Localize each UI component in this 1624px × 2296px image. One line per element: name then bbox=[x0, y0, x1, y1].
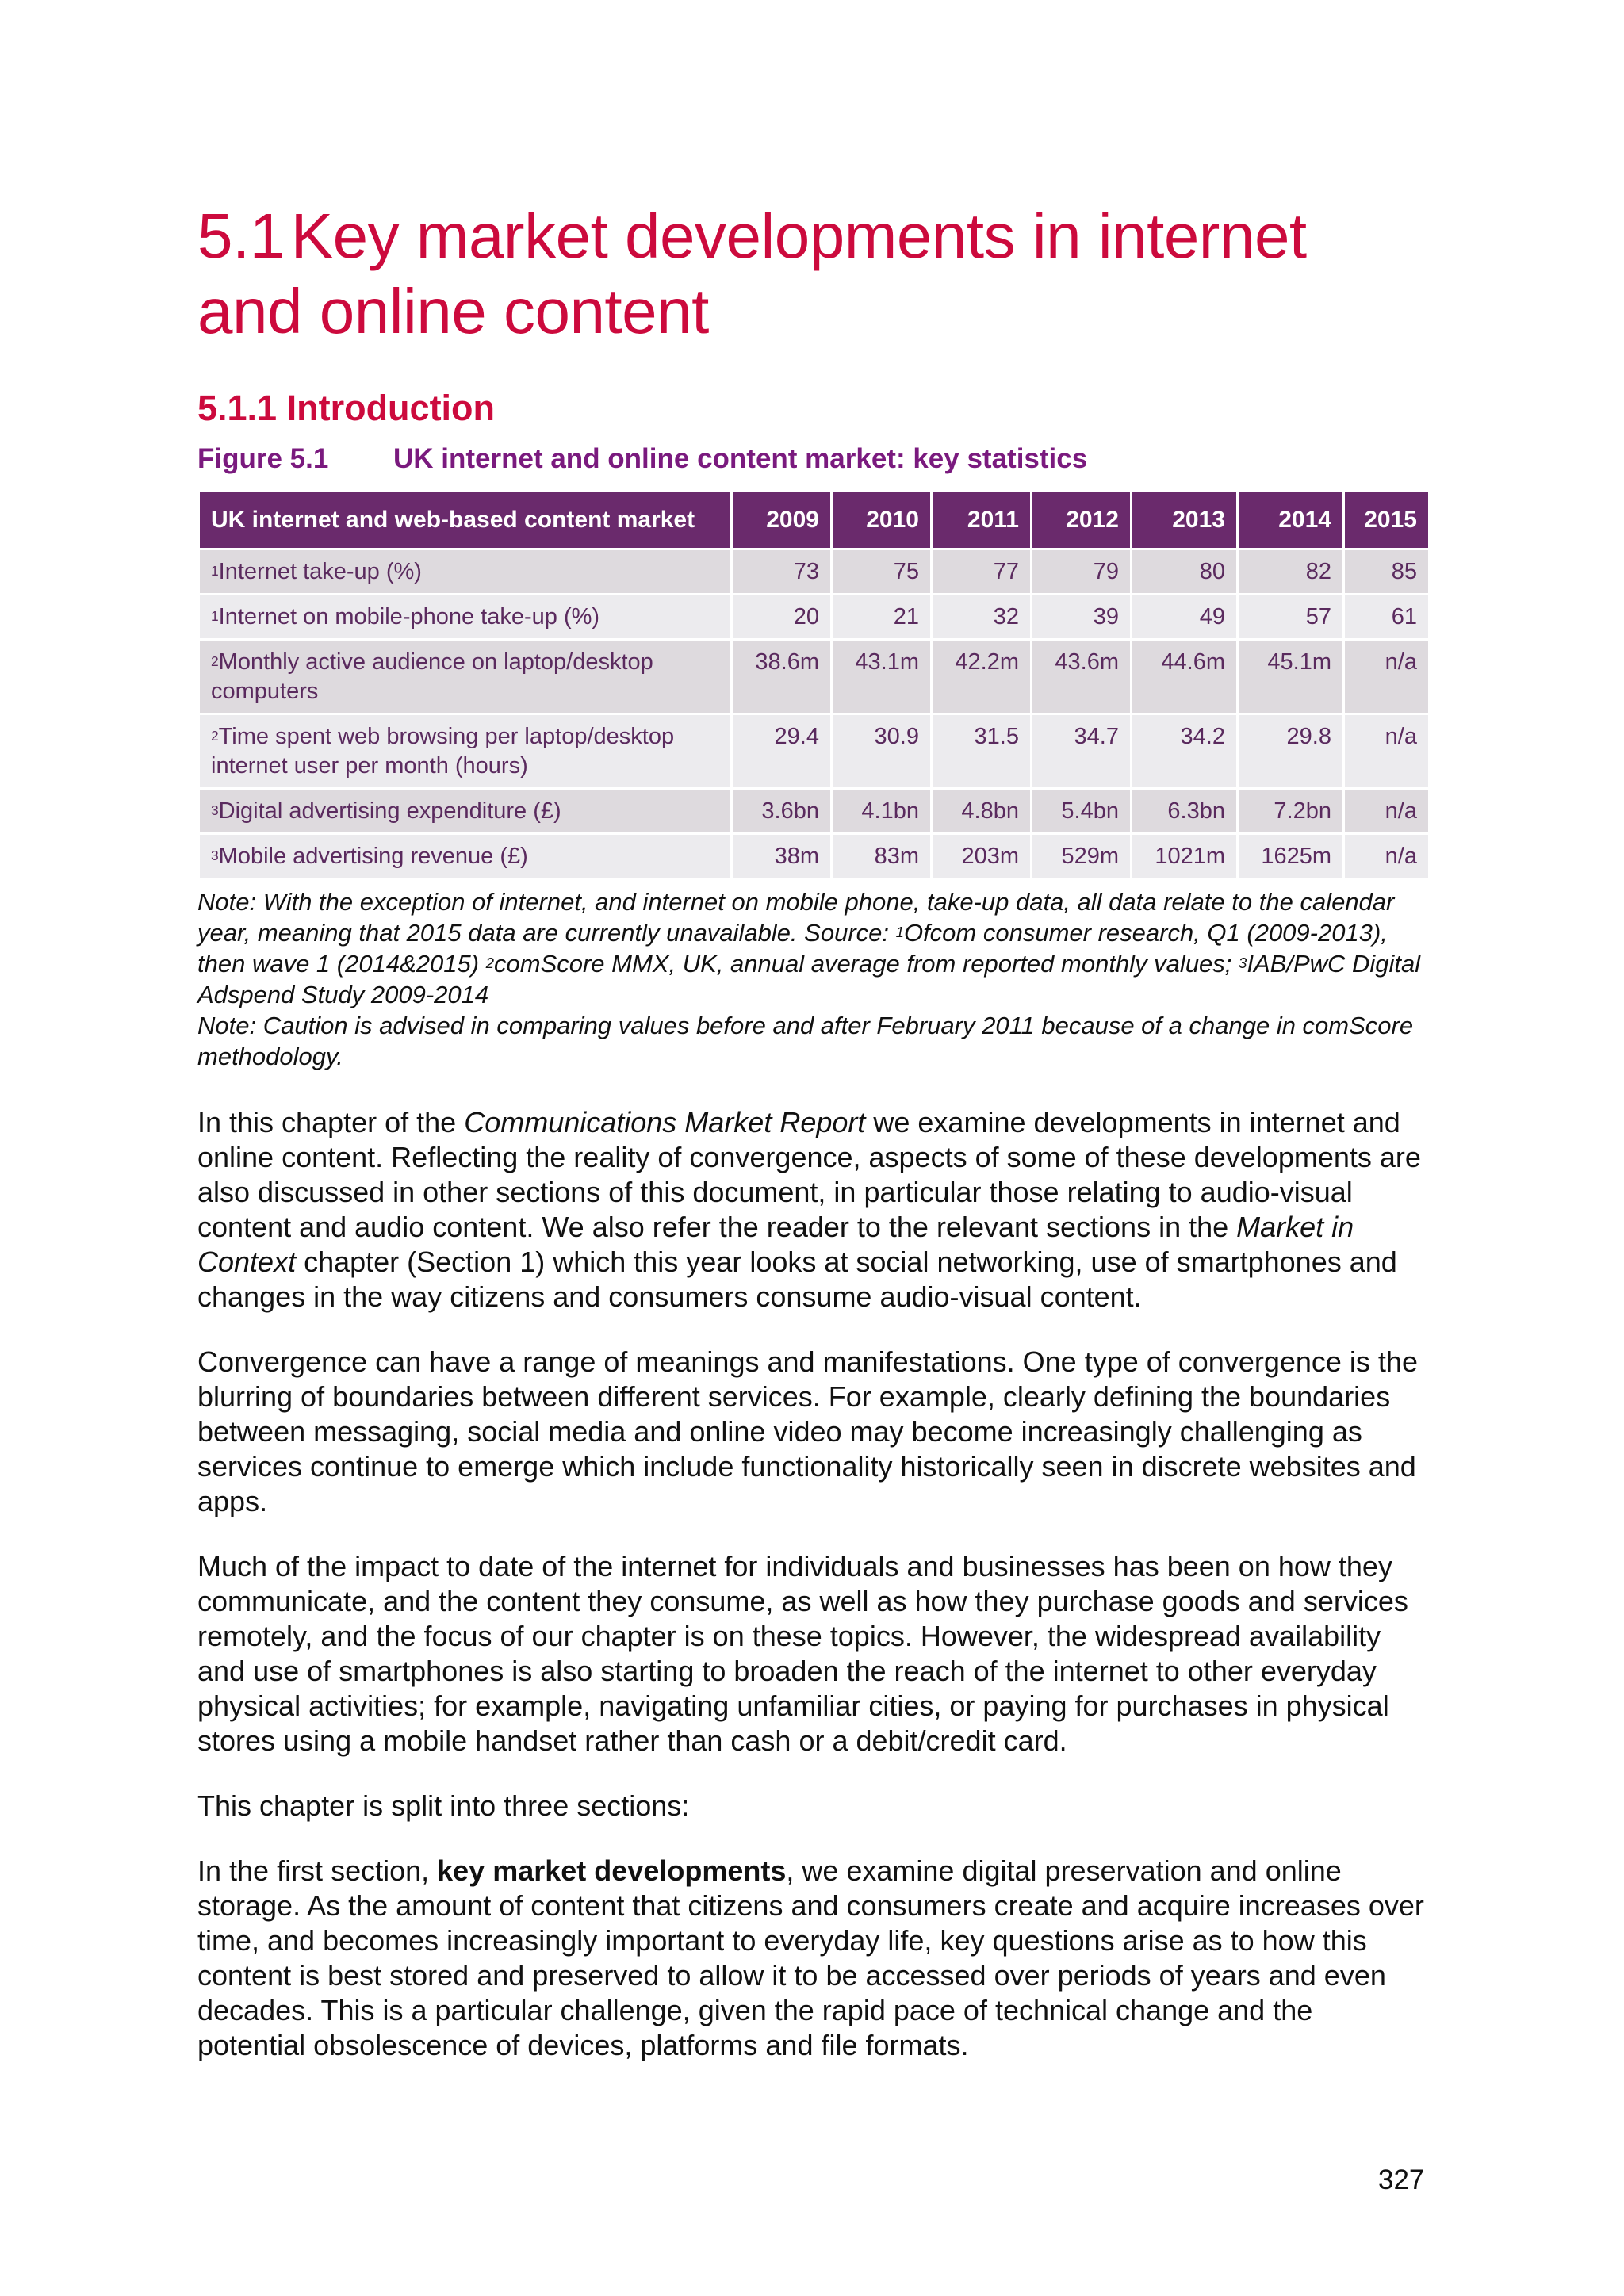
table-row bbox=[199, 714, 1430, 789]
table-header-row bbox=[199, 492, 1430, 549]
value-cell: 3.6bn bbox=[732, 789, 832, 834]
value-cell: 77 bbox=[932, 549, 1032, 595]
row-label-cell bbox=[199, 595, 732, 640]
paragraph-3: Much of the impact to date of the internet for individuals and businesses has been on how they communicate, and the content they consume, as well as how they purchase goods and services remotely, and the focus of our chapter is on these topics. However, the widespread availability and use of smartphones is also starting to broaden the reach of the internet to other everyday physical activities; for example, navigating unfamiliar cities, or paying for purchases in physical stores using a mobile handset rather than cash or a debit/credit card. bbox=[197, 1550, 1408, 1757]
value-cell: 34.7 bbox=[1032, 714, 1132, 789]
table-note bbox=[197, 886, 1428, 1072]
value-cell: 32 bbox=[932, 595, 1032, 640]
row-label: Digital advertising expenditure (£) bbox=[218, 798, 561, 824]
value-cell: n/a bbox=[1344, 834, 1430, 879]
column-header-year: 2012 bbox=[1032, 492, 1132, 549]
row-label-cell bbox=[199, 549, 732, 595]
value-cell: 29.8 bbox=[1238, 714, 1344, 789]
row-label-cell bbox=[199, 834, 732, 879]
section-title: Key market developments in internet and online content bbox=[197, 201, 1307, 346]
source-superscript: 1 bbox=[211, 562, 219, 579]
section-number: 5.1 bbox=[197, 201, 285, 271]
table-body bbox=[199, 549, 1430, 879]
methodology-note: Note: Caution is advised in comparing values before and after February 2011 because of a change in comScore methodology. bbox=[197, 1012, 1414, 1070]
value-cell: 38m bbox=[732, 834, 832, 879]
note-text: Note: With the exception of internet, and internet on mobile phone, take-up data, all data relate to the calendar year, meaning that 2015 data are currently unavailable. Source: bbox=[197, 888, 1395, 947]
bold-term: key market developments bbox=[437, 1854, 787, 1887]
paragraph-text: chapter (Section 1) which this year looks at social networking, use of smartphones and changes in the way citizens and consumers consume audio-visual content. bbox=[197, 1246, 1397, 1313]
value-cell: 4.1bn bbox=[832, 789, 932, 834]
value-cell: 61 bbox=[1344, 595, 1430, 640]
source-superscript: 3 bbox=[211, 847, 219, 863]
row-label: Time spent web browsing per laptop/desktop internet user per month (hours) bbox=[211, 724, 675, 779]
table-row bbox=[199, 595, 1430, 640]
value-cell: 75 bbox=[832, 549, 932, 595]
value-cell: 1625m bbox=[1238, 834, 1344, 879]
figure-caption bbox=[197, 441, 1428, 477]
subsection-heading: 5.1.1 Introduction bbox=[197, 388, 496, 428]
value-cell: n/a bbox=[1344, 714, 1430, 789]
value-cell: 529m bbox=[1032, 834, 1132, 879]
note-superscript: 2 bbox=[485, 955, 494, 972]
value-cell: 31.5 bbox=[932, 714, 1032, 789]
value-cell: 43.1m bbox=[832, 640, 932, 714]
value-cell: 30.9 bbox=[832, 714, 932, 789]
report-title: Communications Market Report bbox=[464, 1106, 866, 1138]
note-text: comScore MMX, UK, annual average from reported monthly values; bbox=[494, 950, 1239, 978]
statistics-table bbox=[197, 490, 1431, 880]
value-cell: 45.1m bbox=[1238, 640, 1344, 714]
note-text: IAB/PwC Digital Adspend Study 2009-2014 bbox=[197, 950, 1421, 1008]
value-cell: 203m bbox=[932, 834, 1032, 879]
value-cell: 39 bbox=[1032, 595, 1132, 640]
paragraph-text: we examine developments in internet and online content. Reflecting the reality of convergence, aspects of some of these developments are also discussed in other sections of this document, in particular those relating to audio-visual content and audio content. We also refer the reader to the relevant sections in the bbox=[197, 1106, 1421, 1243]
value-cell: 85 bbox=[1344, 549, 1430, 595]
paragraph-text: In this chapter of the bbox=[197, 1106, 465, 1138]
paragraph-4: This chapter is split into three sections: bbox=[197, 1789, 690, 1822]
column-header-year: 2009 bbox=[732, 492, 832, 549]
column-header-year: 2013 bbox=[1132, 492, 1238, 549]
row-label-cell bbox=[199, 714, 732, 789]
figure-title: UK internet and online content market: key statistics bbox=[393, 443, 1088, 474]
value-cell: 44.6m bbox=[1132, 640, 1238, 714]
value-cell: 83m bbox=[832, 834, 932, 879]
value-cell: 20 bbox=[732, 595, 832, 640]
column-header-market: UK internet and web-based content market bbox=[199, 492, 732, 549]
paragraph-text: In the first section, bbox=[197, 1854, 438, 1887]
value-cell: 1021m bbox=[1132, 834, 1238, 879]
column-header-year: 2011 bbox=[932, 492, 1032, 549]
value-cell: n/a bbox=[1344, 640, 1430, 714]
section-heading bbox=[197, 198, 1428, 349]
value-cell: 38.6m bbox=[732, 640, 832, 714]
paragraph-5 bbox=[197, 1854, 1428, 2063]
value-cell: 6.3bn bbox=[1132, 789, 1238, 834]
page-number: 327 bbox=[1378, 2164, 1425, 2195]
value-cell: 80 bbox=[1132, 549, 1238, 595]
value-cell: 73 bbox=[732, 549, 832, 595]
value-cell: 57 bbox=[1238, 595, 1344, 640]
row-label: Internet take-up (%) bbox=[218, 559, 422, 584]
note-text: Ofcom consumer research, Q1 (2009-2013), then wave 1 (2014&2015) bbox=[197, 919, 1388, 978]
row-label-cell bbox=[199, 640, 732, 714]
note-superscript: 3 bbox=[1239, 955, 1247, 972]
value-cell: 49 bbox=[1132, 595, 1238, 640]
value-cell: 21 bbox=[832, 595, 932, 640]
paragraph-1 bbox=[197, 1105, 1428, 1314]
column-header-year: 2014 bbox=[1238, 492, 1344, 549]
value-cell: n/a bbox=[1344, 789, 1430, 834]
chapter-title: Market in Context bbox=[197, 1211, 1354, 1278]
row-label: Monthly active audience on laptop/desktop computers bbox=[211, 649, 653, 704]
table-row bbox=[199, 549, 1430, 595]
value-cell: 4.8bn bbox=[932, 789, 1032, 834]
source-superscript: 3 bbox=[211, 802, 219, 818]
value-cell: 5.4bn bbox=[1032, 789, 1132, 834]
page-content bbox=[197, 198, 1428, 2063]
value-cell: 7.2bn bbox=[1238, 789, 1344, 834]
value-cell: 79 bbox=[1032, 549, 1132, 595]
paragraph-text: , we examine digital preservation and online storage. As the amount of content that citizens and consumers create and acquire increases over time, and becomes increasingly important to everyday life, key questions arise as to how this content is best stored and preserved to allow it to be accessed over periods of years and even decades. This is a particular challenge, given the rapid pace of technical change and the potential obsolescence of devices, platforms and file formats. bbox=[197, 1854, 1424, 2061]
value-cell: 43.6m bbox=[1032, 640, 1132, 714]
paragraph-2: Convergence can have a range of meanings and manifestations. One type of convergence is the blurring of boundaries between different services. For example, clearly defining the boundaries between messaging, social media and online video may become increasingly challenging as services continue to emerge which include functionality historically seen in discrete websites and apps. bbox=[197, 1345, 1418, 1517]
row-label-cell bbox=[199, 789, 732, 834]
source-superscript: 1 bbox=[211, 607, 219, 624]
table-row bbox=[199, 834, 1430, 879]
figure-label: Figure 5.1 bbox=[197, 443, 329, 474]
column-header-year: 2015 bbox=[1344, 492, 1430, 549]
value-cell: 29.4 bbox=[732, 714, 832, 789]
source-superscript: 2 bbox=[211, 727, 219, 744]
source-superscript: 2 bbox=[211, 652, 219, 669]
row-label: Mobile advertising revenue (£) bbox=[218, 844, 528, 869]
value-cell: 82 bbox=[1238, 549, 1344, 595]
value-cell: 34.2 bbox=[1132, 714, 1238, 789]
table-row bbox=[199, 789, 1430, 834]
row-label: Internet on mobile-phone take-up (%) bbox=[218, 604, 600, 629]
note-superscript: 1 bbox=[895, 924, 904, 941]
column-header-year: 2010 bbox=[832, 492, 932, 549]
table-row bbox=[199, 640, 1430, 714]
value-cell: 42.2m bbox=[932, 640, 1032, 714]
